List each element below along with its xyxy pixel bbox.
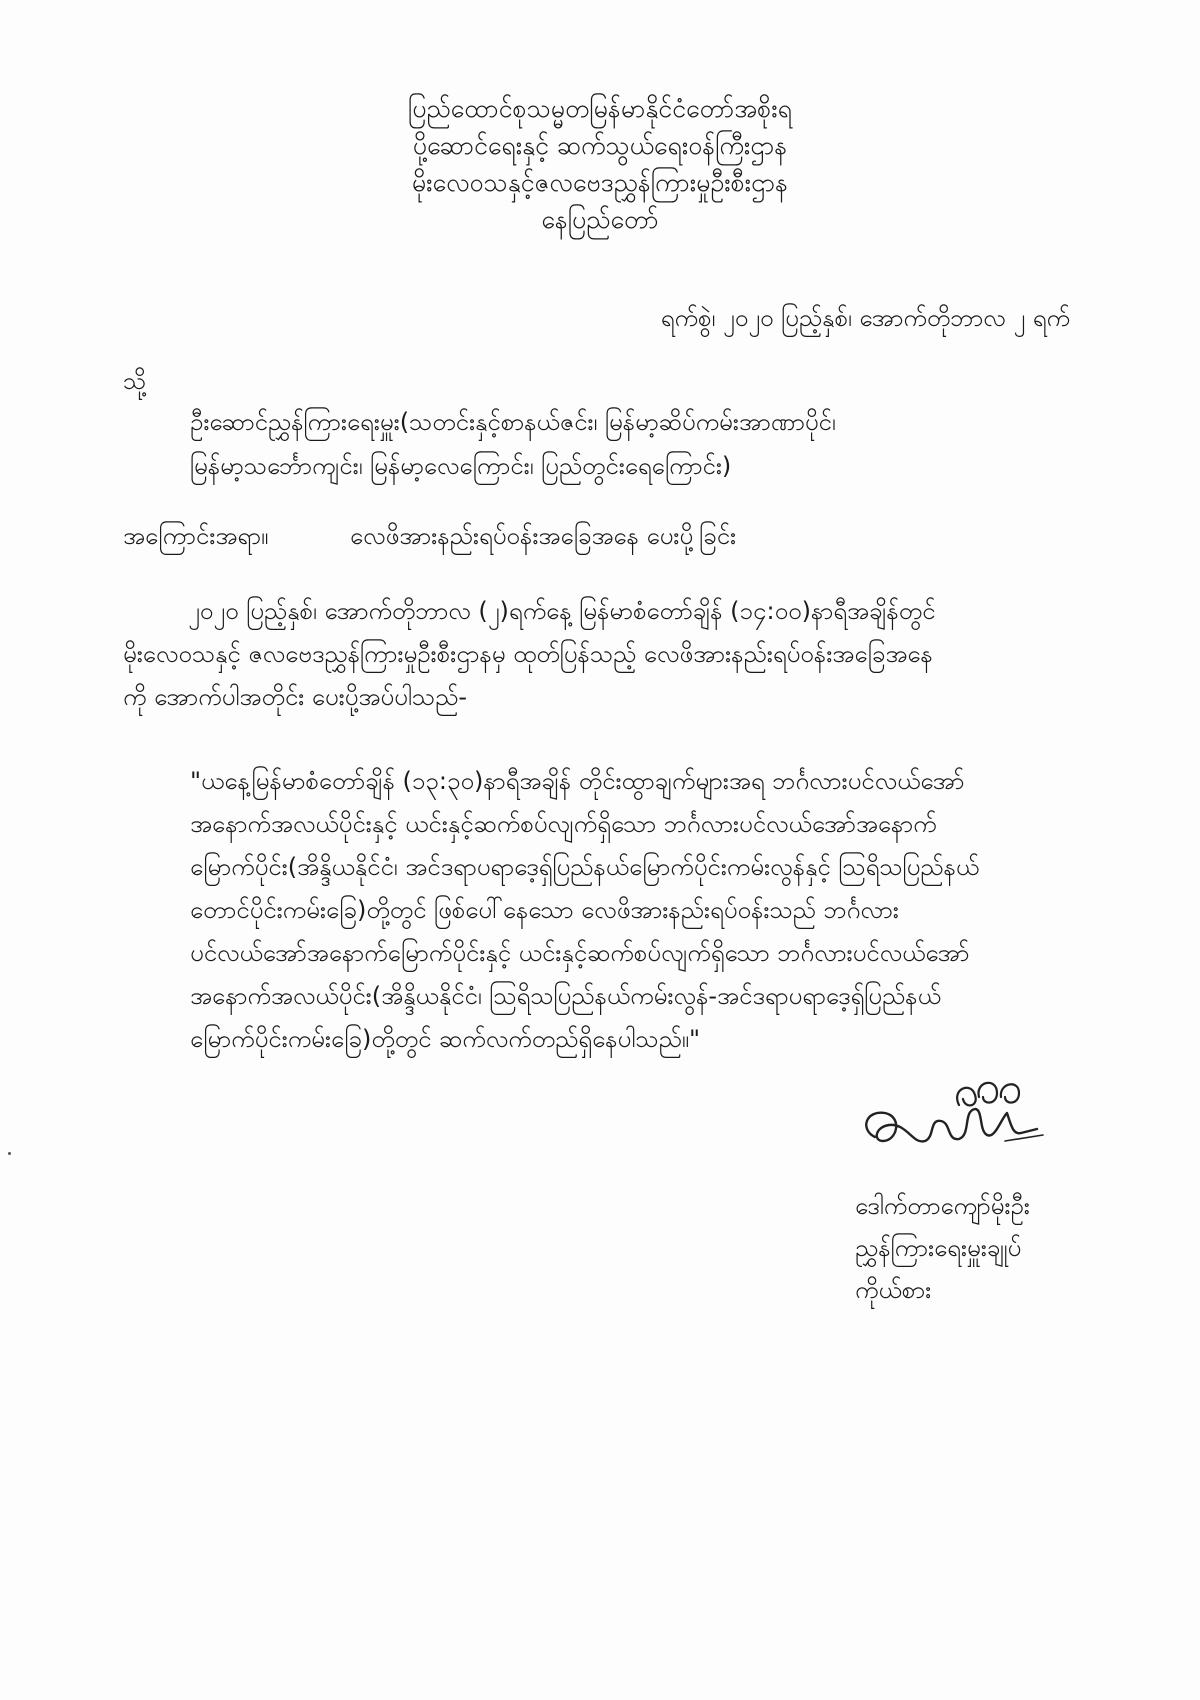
letterhead-ministry: ပို့ဆောင်ရေးနှင့် ဆက်သွယ်ရေးဝန်ကြီးဌာန	[412, 131, 788, 160]
recipient-line: ဦးဆောင်ညွှန်ကြားရေးမှူး(သတင်းနှင့်စာနယ်ဇင်း၊ မြန်မာ့ဆိပ်ကမ်းအာဏာပိုင်၊	[190, 408, 836, 436]
signatory-on-behalf: ကိုယ်စား	[855, 1276, 932, 1304]
quote-line: တောင်ပိုင်းကမ်းခြေ)တို့တွင် ဖြစ်ပေါ်နေသော လေဖိအားနည်းရပ်ဝန်းသည် ဘင်္ဂလား	[190, 896, 899, 924]
letterhead	[0, 90, 1200, 238]
scan-speck	[8, 1152, 11, 1155]
subject-text: လေဖိအားနည်းရပ်ဝန်းအခြေအနေ ပေးပို့ခြင်း	[350, 522, 737, 550]
recipient-line: မြန်မာ့သင်္ဘောကျင်း၊ မြန်မာ့လေကြောင်း၊ ပြည်တွင်းရေကြောင်း)	[190, 452, 732, 480]
quote-line: အနောက်အလယ်ပိုင်းနှင့် ယင်းနှင့်ဆက်စပ်လျက်ရှိသော ဘင်္ဂလားပင်လယ်အော်အနောက်	[190, 810, 937, 838]
recipient-list	[190, 400, 836, 488]
handwritten-signature	[855, 1075, 1045, 1165]
subject-label: အကြောင်းအရာ။	[123, 522, 269, 550]
document-date: ရက်စွဲ၊ ၂၀၂၀ ပြည့်နှစ်၊ အောက်တိုဘာလ ၂ ရက်	[660, 304, 1070, 332]
body-line: မိုးလေဝသနှင့် ဇလဗေဒညွှန်ကြားမှုဦးစီးဌာနမှ ထုတ်ပြန်သည့် လေဖိအားနည်းရပ်ဝန်းအခြေအနေ	[123, 640, 933, 668]
body-line: ကို အောက်ပါအတိုင်း ပေးပို့အပ်ပါသည်-	[123, 683, 467, 711]
signatory-title: ညွှန်ကြားရေးမှူးချုပ်	[855, 1234, 1022, 1262]
signatory-name: ဒေါက်တာကျော်မိုးဦး	[855, 1192, 1030, 1220]
to-label: သို့	[123, 367, 147, 395]
quote-line: မြောက်ပိုင်း(အိန္ဒိယနိုင်ငံ၊ အင်ဒရာပရာဒေ့ရှ်ပြည်နယ်မြောက်ပိုင်းကမ်းလွန်နှင့် သြရိသပြည်နယ်	[190, 853, 980, 881]
signature-block	[855, 1185, 1030, 1311]
body-line: ၂၀၂၀ ပြည့်နှစ်၊ အောက်တိုဘာလ (၂)ရက်နေ့ မြန်မာစံတော်ချိန် (၁၄:၀၀)နာရီအချိန်တွင်	[188, 597, 936, 625]
quote-line: အနောက်အလယ်ပိုင်း(အိန္ဒိယနိုင်ငံ၊ သြရိသပြည်နယ်ကမ်းလွန်-အင်ဒရာပရာဒေ့ရှ်ပြည်နယ်	[190, 982, 941, 1010]
quote-line: မြောက်ပိုင်းကမ်းခြေ)တို့တွင် ဆက်လက်တည်ရှိနေပါသည်။"	[190, 1025, 701, 1053]
letterhead-department: မိုးလေဝသနှင့်ဇလဗေဒညွှန်ကြားမှုဦးစီးဌာန	[411, 168, 789, 197]
quoted-bulletin	[190, 760, 1090, 1061]
body-paragraph	[123, 590, 1088, 719]
quote-line: "ယနေ့မြန်မာစံတော်ချိန် (၁၃:၃၀)နာရီအချိန် တိုင်းထွာချက်များအရ ဘင်္ဂလားပင်လယ်အော်	[190, 767, 965, 795]
letterhead-city: နေပြည်တော်	[541, 205, 659, 234]
letterhead-government: ပြည်ထောင်စုသမ္မတမြန်မာနိုင်ငံတော်အစိုးရ	[408, 94, 792, 123]
quote-line: ပင်လယ်အော်အနောက်မြောက်ပိုင်းနှင့် ယင်းနှင့်ဆက်စပ်လျက်ရှိသော ဘင်္ဂလားပင်လယ်အော်	[190, 939, 970, 967]
